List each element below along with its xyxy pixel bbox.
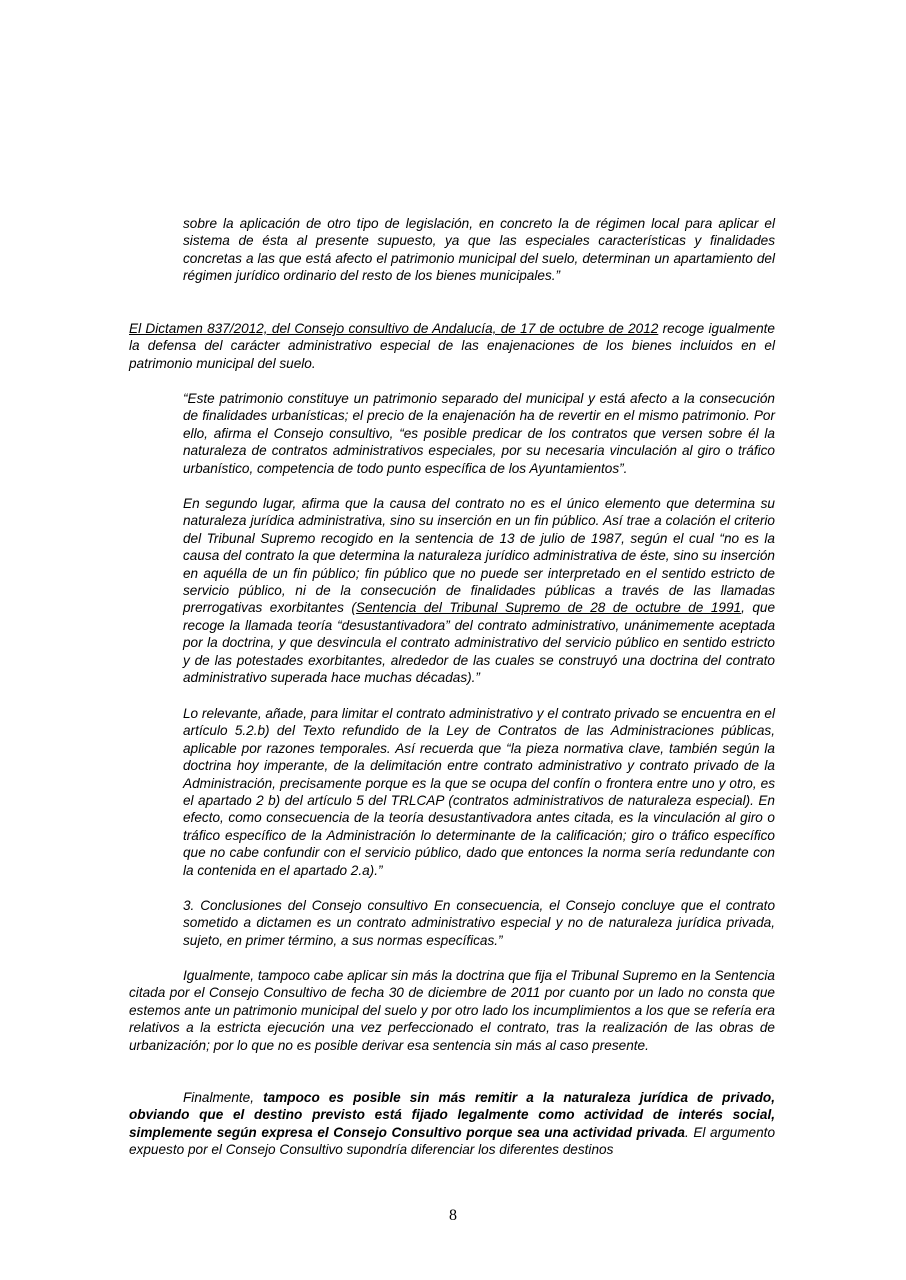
quote-lo-relevante-text: Lo relevante, añade, para limitar el contrato administrativo y el contrato privado se encuentra en el artículo 5.2.b) del Texto refundido de la Ley de Contratos de las Administraciones públicas, aplicable por razones temporales. Así recuerda que “la pieza normativa clave, también según la doctrina hoy imperante, de la delimitación entre contrato administrativo y contrato privado de la Administración, precisamente porque es la que se ocupa del confín o frontera entre uno y otro, es el apartado 2 b) del artículo 5 del TRLCAP (contratos administrativos de naturaleza especial). En efecto, como consecuencia de la teoría desustantivadora antes citada, es la vinculación al giro o tráfico específico de la Administración lo determinante de la calificación; giro o tráfico específico que no cabe confundir con el servicio público, dado que entonces la norma sería redundante con la contenida en el apartado 2.a).” — [183, 706, 775, 878]
page-number: 8 — [449, 1207, 457, 1224]
quote-segundo-after: , que recoge la llamada teoría “desustantivadora” del contrato administrativo, unánimemente aceptada por la doctrina, y que desvincula el contrato administrativo del servicio público en sentido estricto y de las potestades exorbitantes, alrededor de las cuales se construyó una doctrina del contrato administrativo superada hace muchas décadas).” — [183, 600, 776, 686]
quote-segundo-lugar — [183, 495, 775, 686]
quote-continuation — [183, 215, 775, 285]
finalmente-start: Finalmente, — [183, 1090, 264, 1105]
dictamen-paragraph — [129, 320, 775, 372]
paragraph-finalmente — [129, 1089, 775, 1159]
quote-continuation-text: sobre la aplicación de otro tipo de legislación, en concreto la de régimen local para aplicar el sistema de ésta al presente supuesto, ya que las especiales características y finalidades concretas a las que está afecto el patrimonio municipal del suelo, determinan un apartamiento del régimen jurídico ordinario del resto de los bienes municipales.” — [183, 216, 775, 284]
quote-patrimonio-text: “Este patrimonio constituye un patrimonio separado del municipal y está afecto a la consecución de finalidades urbanísticas; el precio de la enajenación ha de revertir en el mismo patrimonio. Por ello, afirma el Consejo consultivo, “es posible predicar de los contratos que versen sobre él la naturaleza de contratos administrativos especiales, por su necesaria vinculación al giro o tráfico urbanístico, competencia de todo punto específica de los Ayuntamientos”. — [183, 391, 775, 476]
finalmente-rest: . El argumento expuesto por el Consejo Consultivo supondría diferenciar los diferentes destinos — [129, 1124, 776, 1158]
quote-segundo-before: En segundo lugar, afirma que la causa del contrato no es el único elemento que determina su naturaleza jurídica administrativa, sino su inserción en un fin público. Así trae a colación el criterio del Tribunal Supremo recogido en la sentencia de 13 de julio de 1987, según el cual “no es la causa del contrato la que determina la naturaleza jurídico administrativa de éste, sino su inserción en aquélla de un fin público; fin público que no puede ser interpretado en el sentido estricto de servicio público, ni de la consecución de finalidades públicas a través de las llamadas prerrogativas exorbitantes ( — [183, 496, 775, 616]
paragraph-igualmente — [129, 967, 775, 1054]
dictamen-rest: recoge igualmente la defensa del carácter administrativo especial de las enajenaciones de los bienes incluidos en el patrimonio municipal del suelo. — [129, 321, 775, 371]
sentencia-link[interactable]: Sentencia del Tribunal Supremo de 28 de octubre de 1991 — [355, 600, 742, 616]
quote-patrimonio — [183, 390, 775, 477]
dictamen-link[interactable]: El Dictamen 837/2012, del Consejo consultivo de Andalucía, de 17 de octubre de 2012 — [129, 321, 659, 336]
quote-conclusiones-text: 3. Conclusiones del Consejo consultivo En consecuencia, el Consejo concluye que el contrato sometido a dictamen es un contrato administrativo especial y no de naturaleza jurídica privada, sujeto, en primer término, a sus normas específicas.” — [183, 898, 775, 948]
finalmente-bold: tampoco es posible sin más remitir a la naturaleza jurídica de privado, obviando que el destino previsto está fijado legalmente como actividad de interés social, simplemente según expresa el Consejo Consultivo porque sea una actividad privada — [129, 1090, 775, 1140]
paragraph-igualmente-text: Igualmente, tampoco cabe aplicar sin más la doctrina que fija el Tribunal Supremo en la Sentencia citada por el Consejo Consultivo de fecha 30 de diciembre de 2011 por cuanto por un lado no consta que estemos ante un patrimonio municipal del suelo y por otro lado los incumplimientos a los que se refería era relativos a la estricta ejecución una vez perfeccionado el contrato, tras la realización de las obras de urbanización; por lo que no es posible derivar esa sentencia sin más al caso presente. — [129, 968, 775, 1053]
quote-conclusiones — [183, 897, 775, 949]
quote-lo-relevante — [183, 705, 775, 879]
